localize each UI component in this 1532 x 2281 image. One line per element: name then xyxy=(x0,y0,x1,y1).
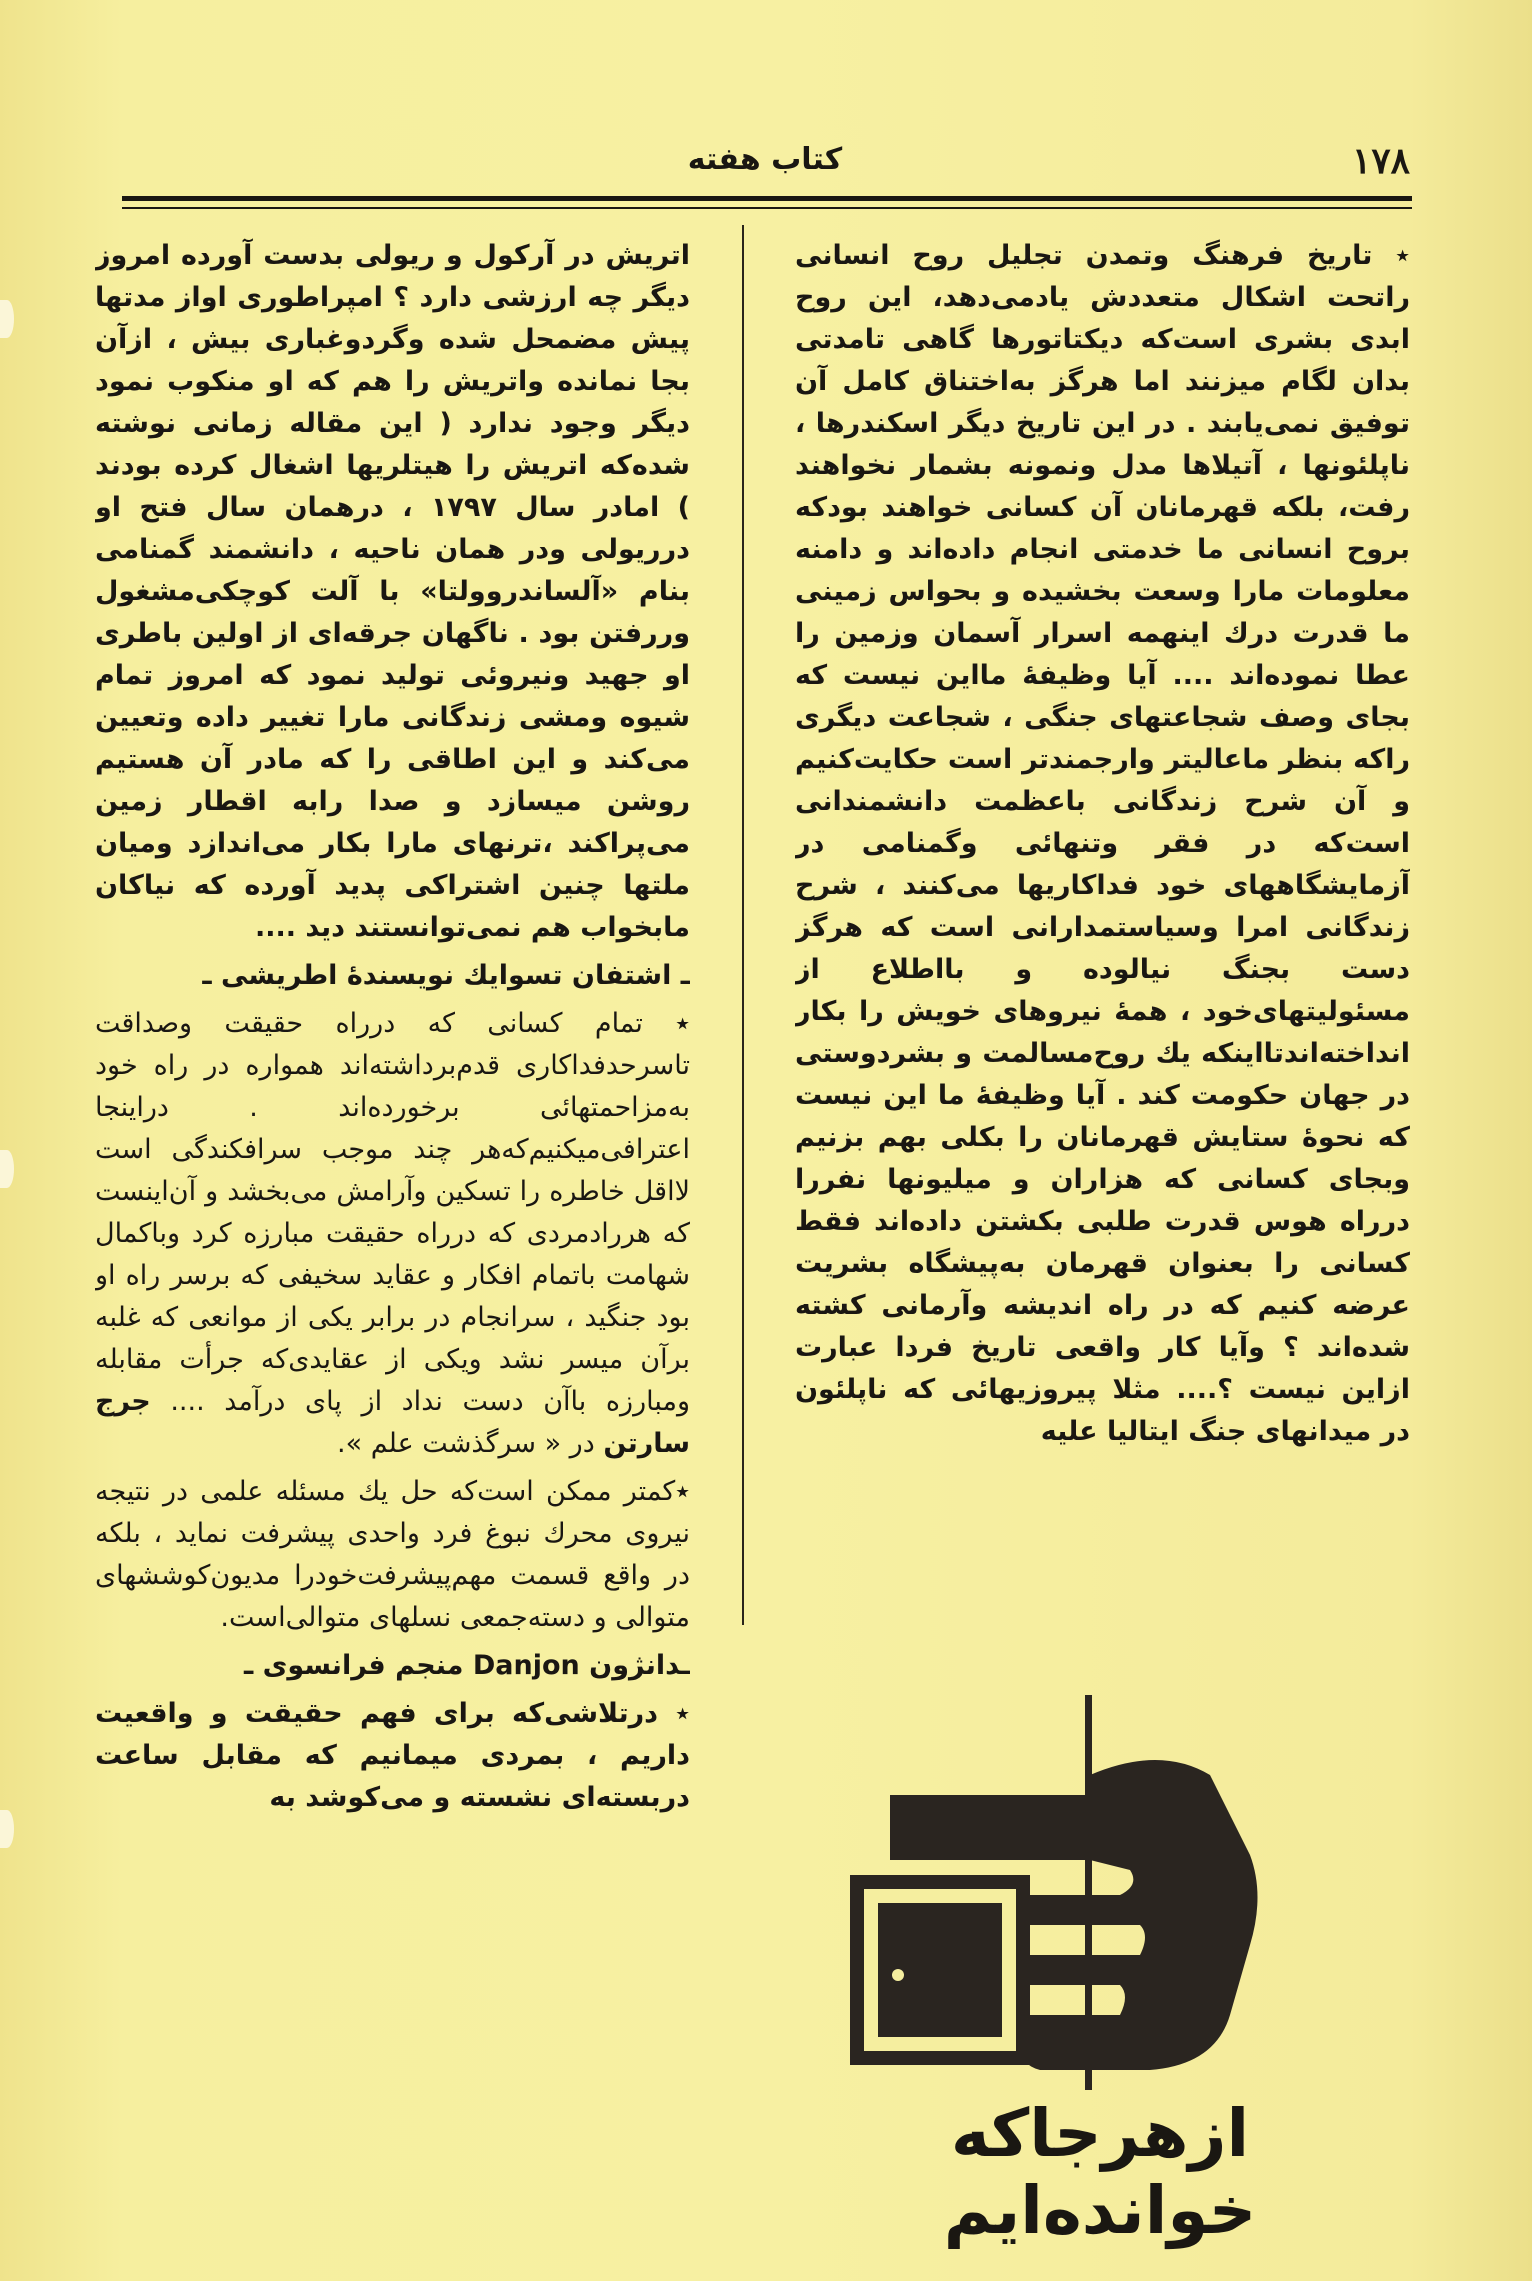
right-column xyxy=(795,235,1410,1665)
source-note: در « سرگذشت علم ». xyxy=(337,1428,595,1459)
running-title: کتاب هفته xyxy=(687,142,843,177)
page-number: ۱۷۸ xyxy=(1351,140,1410,182)
header-rule xyxy=(122,196,1412,201)
torn-edge xyxy=(0,300,14,338)
header-rule-thin xyxy=(122,207,1412,209)
pointing-hand-icon xyxy=(820,1685,1380,2105)
torn-edge xyxy=(0,1810,14,1848)
torn-edge xyxy=(0,1150,14,1188)
author-name: جرج سارتن xyxy=(95,1386,690,1459)
left-column xyxy=(95,235,690,2195)
paragraph: اتریش در آرکول و ریولی بدست آورده امروز دیگر چه ارزشی دارد ؟ امپراطوری اواز مدتها پیش مضمحل شده وگردوغباری بیش ، ازآن بجا نمانده واتریش را هم که او منکوب نمود دیگر وجود ندارد ( این مقاله زمانی نوشته شده‌که اتریش را هیتلریها اشغال کرده بودند ) امادر سال ۱۷۹۷ ، درهمان سال فتح او درریولی ودر همان ناحیه ، دانشمند گمنامی بنام «آلساندروولتا» با آلت کوچکی‌مشغول وررفتن بود . ناگهان جرقه‌ای از اولین باطری او جهید ونیروئی تولید نمود که امروز تمام شیوه ومشی زندگانی مارا تغییر داده وتعیین می‌کند و این اطاقی را که مادر آن هستیم روشن میسازد و صدا رابه اقطار زمین می‌پراکند ،ترنهای مارا بکار می‌اندازد ومیان ملتها چنین اشتراکی پدید آورده که نیاکان مابخواب هم نمی‌توانستند دید .... xyxy=(95,240,690,943)
column-divider xyxy=(742,225,744,1625)
paragraph xyxy=(95,1003,690,1465)
attribution: ـدانژون Danjon منجم فرانسوی ـ xyxy=(244,1650,690,1681)
section-logo xyxy=(820,1685,1380,2105)
page-header xyxy=(120,140,1410,186)
paragraph: ٭ درتلاشی‌که برای فهم حقیقت و واقعیت داریم ، بمردی میمانیم که مقابل ساعت دربسته‌ای نشسته و می‌کوشد به xyxy=(95,1698,690,1813)
paragraph-text: ٭ تمام کسانی که درراه حقیقت وصداقت تاسرحدفداکاری قدم‌برداشته‌اند همواره در راه خود به‌مزاحمتهائی برخورده‌اند . دراینجا اعترافی‌میکنیم‌که‌هر چند موجب سرافکندگی است لااقل خاطره را تسکین وآرامش می‌بخشد و آن‌اینست که هررادمردی که درراه حقیقت مبارزه کرد وباکمال شهامت باتمام افکار و عقاید سخیفی که برسر راه او بود جنگید ، سرانجام در برابر یکی از موانعی که غلبه برآن میسر نشد ویکی از عقایدی‌که جرأت مقابله ومبارزه باآن دست نداد از پای درآمد .... xyxy=(95,1008,690,1417)
paragraph: ٭کمتر ممکن است‌که حل یك مسئله علمی در نتیجه نیروی محرك نبوغ فرد واحدی پیشرفت نماید ، بلکه در واقع قسمت مهم‌پیشرفت‌خودرا مدیون‌کوششهای متوالی و دسته‌جمعی نسلهای متوالی‌است. xyxy=(95,1476,690,1633)
paragraph: ٭ تاریخ فرهنگ وتمدن تجلیل روح انسانی راتحت اشکال متعددش یادمی‌دهد، این روح ابدی بشری است‌که دیکتاتورها گاهی تامدتی بدان لگام میزنند اما هرگز به‌اختناق کامل آن توفیق نمی‌یابند . در این تاریخ دیگر اسکندرها ، ناپلئونها ، آتیلاها مدل ونمونه بشمار نخواهند رفت، بلکه قهرمانان آن کسانی خواهند بودکه بروح انسانی ما خدمتی انجام داده‌اند و دامنه معلومات مارا وسعت بخشیده و بحواس زمینی ما قدرت درك اینهمه اسرار آسمان وزمین را عطا نموده‌اند .... آیا وظیفهٔ مااین نیست که بجای وصف شجاعتهای جنگی ، شجاعت دیگری راکه بنظر ماعالیتر وارجمندتر است حکایت‌کنیم و آن شرح زندگانی باعظمت دانشمندانی است‌که در فقر وتنهائی وگمنامی در آزمایشگاههای خود فداکاریها می‌کنند ، شرح زندگانی امرا وسیاستمدارانی است که هرگز دست بجنگ نیالوده و بااطلاع از مسئولیتهای‌خود ، همهٔ نیروهای خویش را بکار انداخته‌اندتااینکه یك روح‌مسالمت و بشردوستی در جهان حکومت کند . آیا وظیفهٔ ما این نیست که نحوهٔ ستایش قهرمانان را بکلی بهم بزنیم وبجای کسانی که هزاران و میلیونها نفررا درراه هوس قدرت طلبی بکشتن داده‌اند فقط کسانی را بعنوان قهرمان به‌پیشگاه بشریت عرضه کنیم که در راه اندیشه وآرمانی کشته شده‌اند ؟ وآیا کار واقعی تاریخ فردا عبارت ازاین نیست ؟.... مثلا پیروزیهائی که ناپلئون در میدانهای جنگ ایتالیا علیه xyxy=(795,240,1410,1447)
attribution: ـ اشتفان تسوایك نویسندهٔ اطریشی ـ xyxy=(202,960,690,991)
logo-caption: ازهرجاکه خوانده‌ایم xyxy=(943,2095,1257,2249)
